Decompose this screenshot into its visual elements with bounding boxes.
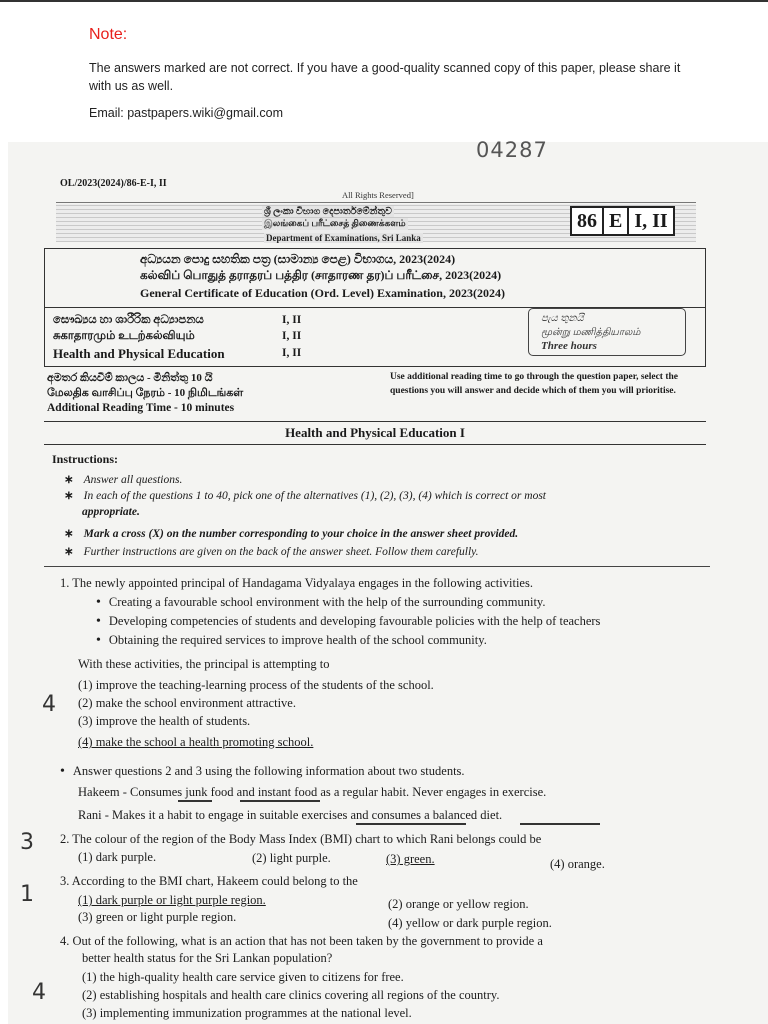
q1-option-underlined: (4) make the school a health promoting school. — [78, 735, 314, 749]
exam-title-english: General Certificate of Education (Ord. Level) Examination, 2023(2024) — [140, 286, 505, 300]
pen-underline — [240, 800, 320, 802]
subject-code-box — [570, 206, 675, 236]
serial-number: 04287 — [476, 138, 548, 162]
info-lead: • Answer questions 2 and 3 using the following information about two students. — [60, 764, 465, 780]
q4-stem: 4. Out of the following, what is an action that has not been taken by the government to provide a — [60, 934, 543, 948]
q1-lead: With these activities, the principal is attempting to — [78, 657, 330, 671]
note-text: The answers marked are not correct. If you have a good-quality scanned copy of this paper, please share it with us as well. — [89, 61, 681, 93]
q4-option: (2) establishing hospitals and health care clinics covering all regions of the country. — [82, 988, 500, 1002]
department-name: Department of Examinations, Sri Lanka — [266, 233, 421, 243]
duration-box — [528, 308, 686, 356]
subject-tamil: சுகாதாரமும் உடற்கல்வியும் — [53, 330, 195, 342]
subject-number: 86 — [572, 208, 604, 234]
q1-bullet: • Creating a favourable school environment with the help of the surrounding community. — [96, 595, 546, 611]
exam-title-sinhala: අධ්‍යයන පොදු සහතික පත්‍ර (සාමාන්‍ය පෙළ) විභාගය, 2023(2024) — [140, 252, 456, 266]
divider — [44, 566, 710, 567]
subject-parts: I, II — [634, 210, 668, 232]
department-tamil: இலங்கைப் பரீட்சைத் திணைக்களம் — [264, 218, 406, 228]
q4-option: (3) implementing immunization programmes at the national level. — [82, 1006, 412, 1020]
info-rani: Rani - Makes it a habit to engage in suitable exercises and consumes a balanced diet. — [78, 808, 503, 822]
q2-option-underlined: (3) green. — [386, 852, 435, 866]
q1-stem: 1. The newly appointed principal of Handagama Vidyalaya engages in the following activities. — [60, 576, 533, 590]
q3-option: (3) green or light purple region. — [78, 910, 237, 924]
exam-title-tamil: கல்விப் பொதுத் தராதரப் பத்திர (சாதாரண தர)ப் பரீட்சை, 2023(2024) — [140, 268, 502, 282]
q4-option: (1) the high-quality health care service given to citizens for free. — [82, 970, 404, 984]
q1-option: (3) improve the health of students. — [78, 714, 251, 728]
reading-time-tamil: மேலதிக வாசிப்பு நேரம் - 10 நிமிடங்கள் — [47, 387, 244, 399]
subject-english: Health and Physical Education — [53, 346, 225, 361]
info-hakeem: Hakeem - Consumes junk food and instant food as a regular habit. Never engages in exercise. — [78, 785, 547, 799]
subject-level: I, II — [282, 330, 302, 342]
section-title: Health and Physical Education I — [44, 421, 706, 445]
q1-option: (2) make the school environment attractive. — [78, 696, 296, 710]
duration-sinhala: පැය තුනයි — [541, 313, 584, 324]
department-sinhala: ශ්‍රී ලංකා විභාග දෙපාර්තමේන්තුව — [264, 207, 392, 217]
subject-level: I, II — [282, 347, 302, 359]
instructions-heading: Instructions: — [52, 452, 119, 466]
instruction-item: ∗ Further instructions are given on the back of the answer sheet. Follow them carefully. — [64, 546, 479, 558]
top-rule — [0, 0, 768, 2]
q3-option: (2) orange or yellow region. — [388, 897, 529, 911]
q1-option: (1) improve the teaching-learning process of the students of the school. — [78, 678, 434, 692]
instruction-item-cont: appropriate. — [82, 506, 140, 518]
duration-tamil: மூன்று மணித்தியாலம் — [541, 327, 641, 338]
q3-stem: 3. According to the BMI chart, Hakeem could belong to the — [60, 874, 358, 888]
q2-option: (4) orange. — [550, 857, 605, 871]
reading-time-english: Additional Reading Time - 10 minutes — [47, 402, 235, 414]
reading-time-sinhala: අමතර කියවීම් කාලය - මිනිත්තු 10 යි — [47, 372, 213, 384]
pen-underline — [178, 800, 212, 802]
instruction-item: ∗ Answer all questions. — [64, 474, 183, 486]
handwritten-answer: 1 — [20, 882, 34, 907]
handwritten-answer: 4 — [32, 980, 46, 1005]
q3-option-underlined: (1) dark purple or light purple region. — [78, 893, 266, 907]
instruction-item: ∗ Mark a cross (X) on the number corresponding to your choice in the answer sheet provided. — [64, 528, 519, 540]
reading-note: Use additional reading time to go through the question paper, select the questions you will answer and decide which of them you will prioritise. — [390, 372, 679, 396]
q4-stem-cont: better health status for the Sri Lankan population? — [82, 951, 333, 965]
subject-sinhala: සෞඛ්‍යය හා ශාරීරික අධ්‍යාපනය — [53, 314, 204, 326]
q2-option: (1) dark purple. — [78, 850, 157, 864]
duration-english: Three hours — [541, 340, 597, 352]
note-email: Email: pastpapers.wiki@gmail.com — [89, 106, 284, 120]
note-title: Note: — [89, 26, 128, 43]
handwritten-answer: 3 — [20, 830, 34, 855]
pen-underline — [356, 823, 466, 825]
q1-bullet: • Developing competencies of students and developing favourable policies with the help of teachers — [96, 614, 600, 630]
q1-bullet: • Obtaining the required services to improve health of the school community. — [96, 633, 487, 649]
subject-medium: E — [604, 208, 629, 234]
handwritten-answer: 4 — [42, 692, 56, 717]
q2-stem: 2. The colour of the region of the Body Mass Index (BMI) chart to which Rani belongs could be — [60, 832, 542, 846]
q3-option: (4) yellow or dark purple region. — [388, 916, 552, 930]
pen-underline — [520, 823, 600, 825]
q2-option: (2) light purple. — [252, 851, 331, 865]
rights-notice: All Rights Reserved] — [56, 190, 696, 203]
subject-level: I, II — [282, 314, 302, 326]
paper-code: OL/2023(2024)/86-E-I, II — [60, 178, 167, 189]
instruction-item: ∗ In each of the questions 1 to 40, pick one of the alternatives (1), (2), (3), (4) which is correct or most — [64, 490, 546, 502]
